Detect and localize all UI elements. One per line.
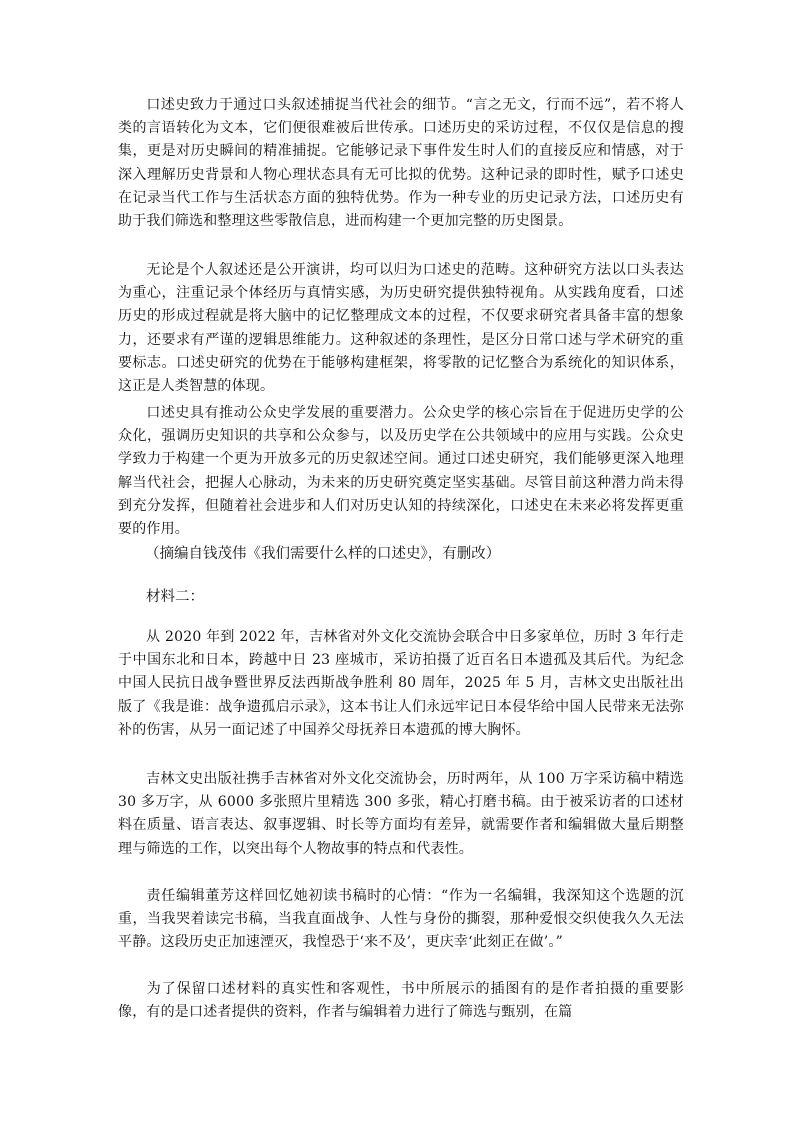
paragraph-1-text: 口述史致力于通过口头叙述捕捉当代社会的细节。“言之无文，行而不远”，若不将人类的言语转化为文本，它们便很难被后世传承。口述历史的采访过程，不仅仅是信息的搜集，更是对历史瞬间的精准捕捉。它能够记录下事件发生时人们的直接反应和情感，对于深入理解历史背景和人物心理状态具有无可比拟的优势。这种记录的即时性，赋予口述史在记录当代工作与生活状态方面的独特优势。作为一种专业的历史记录方法，口述历史有助于我们筛选和整理这些零散信息，进而构建一个更加完整的历史图景。: [118, 97, 684, 230]
paragraph-2-text: 无论是个人叙述还是公开演讲，均可以归为口述史的范畴。这种研究方法以口头表达为重心，注重记录个体经历与真情实感，为历史研究提供独特视角。从实践角度看，口述历史的形成过程就是将大脑中的记忆整理成文本的过程，不仅要求研究者具备丰富的想象力，还要求有严谨的逻辑思维能力。这种叙述的条理性，是区分日常口述与学术研究的重要标志。口述史研究的优势在于能够构建框架，将零散的记忆整合为系统化的知识体系，这正是人类智慧的体现。: [118, 262, 684, 395]
paragraph-5: [118, 768, 684, 861]
paragraph-3: [118, 402, 684, 541]
paragraph-5-text: 吉林文史出版社携手吉林省对外文化交流协会，历时两年，从 100 万字采访稿中精选 30 多万字，从 6000 多张照片里精选 300 多张，精心打磨书稿。由于被采访者的口述材料在质量、语言表达、叙事逻辑、时长等方面均有差异，就需要作者和编辑做大量后期整理与筛选的工作，以突出每个人物故事的特点和代表性。: [118, 771, 684, 857]
paragraph-7: [118, 978, 684, 1024]
paragraph-6-text: 责任编辑董芳这样回忆她初读书稿时的心情：“作为一名编辑，我深知这个选题的沉重，当我哭着读完书稿，当我直面战争、人性与身份的撕裂，那种爱恨交织使我久久无法平静。这段历史正加速湮灭，我惶恐于‘来不及’，更庆幸‘此刻正在做’。”: [118, 888, 684, 951]
paragraph-2: [118, 259, 684, 398]
paragraph-7-text: 为了保留口述材料的真实性和客观性，书中所展示的插图有的是作者拍摄的重要影像，有的是口述者提供的资料，作者与编辑着力进行了筛选与甄别，在篇: [118, 981, 684, 1021]
paragraph-6: [118, 885, 684, 955]
paragraph-4-text: 从 2020 年到 2022 年，吉林省对外文化交流协会联合中日多家单位，历时 3 年行走于中国东北和日本，跨越中日 23 座城市，采访拍摄了近百名日本遗孤及其后代。为纪念中国人民抗日战争暨世界反法西斯战争胜利 80 周年，2025 年 5 月，吉林文史出版社出版了《我是谁：战争遗孤启示录》，这本书让人们永远牢记日本侵华给中国人民带来无法弥补的伤害，从另一面记述了中国养父母抚养日本遗孤的博大胸怀。: [118, 629, 684, 738]
paragraph-3-text: 口述史具有推动公众史学发展的重要潜力。公众史学的核心宗旨在于促进历史学的公众化，强调历史知识的共享和公众参与，以及历史学在公共领域中的应用与实践。公众史学致力于构建一个更为开放多元的历史叙述空间。通过口述史研究，我们能够更深入地理解当代社会，把握人心脉动，为未来的历史研究奠定坚实基础。尽管目前这种潜力尚未得到充分发挥，但随着社会进步和人们对历史认知的持续深化，口述史在未来必将发挥更重要的作用。: [118, 405, 684, 538]
paragraph-1: [118, 94, 684, 233]
paragraph-4: [118, 626, 684, 742]
source-citation: （摘编自钱茂伟《我们需要什么样的口述史》，有删改）: [145, 546, 501, 562]
material-two-label: 材料二：: [146, 589, 204, 605]
